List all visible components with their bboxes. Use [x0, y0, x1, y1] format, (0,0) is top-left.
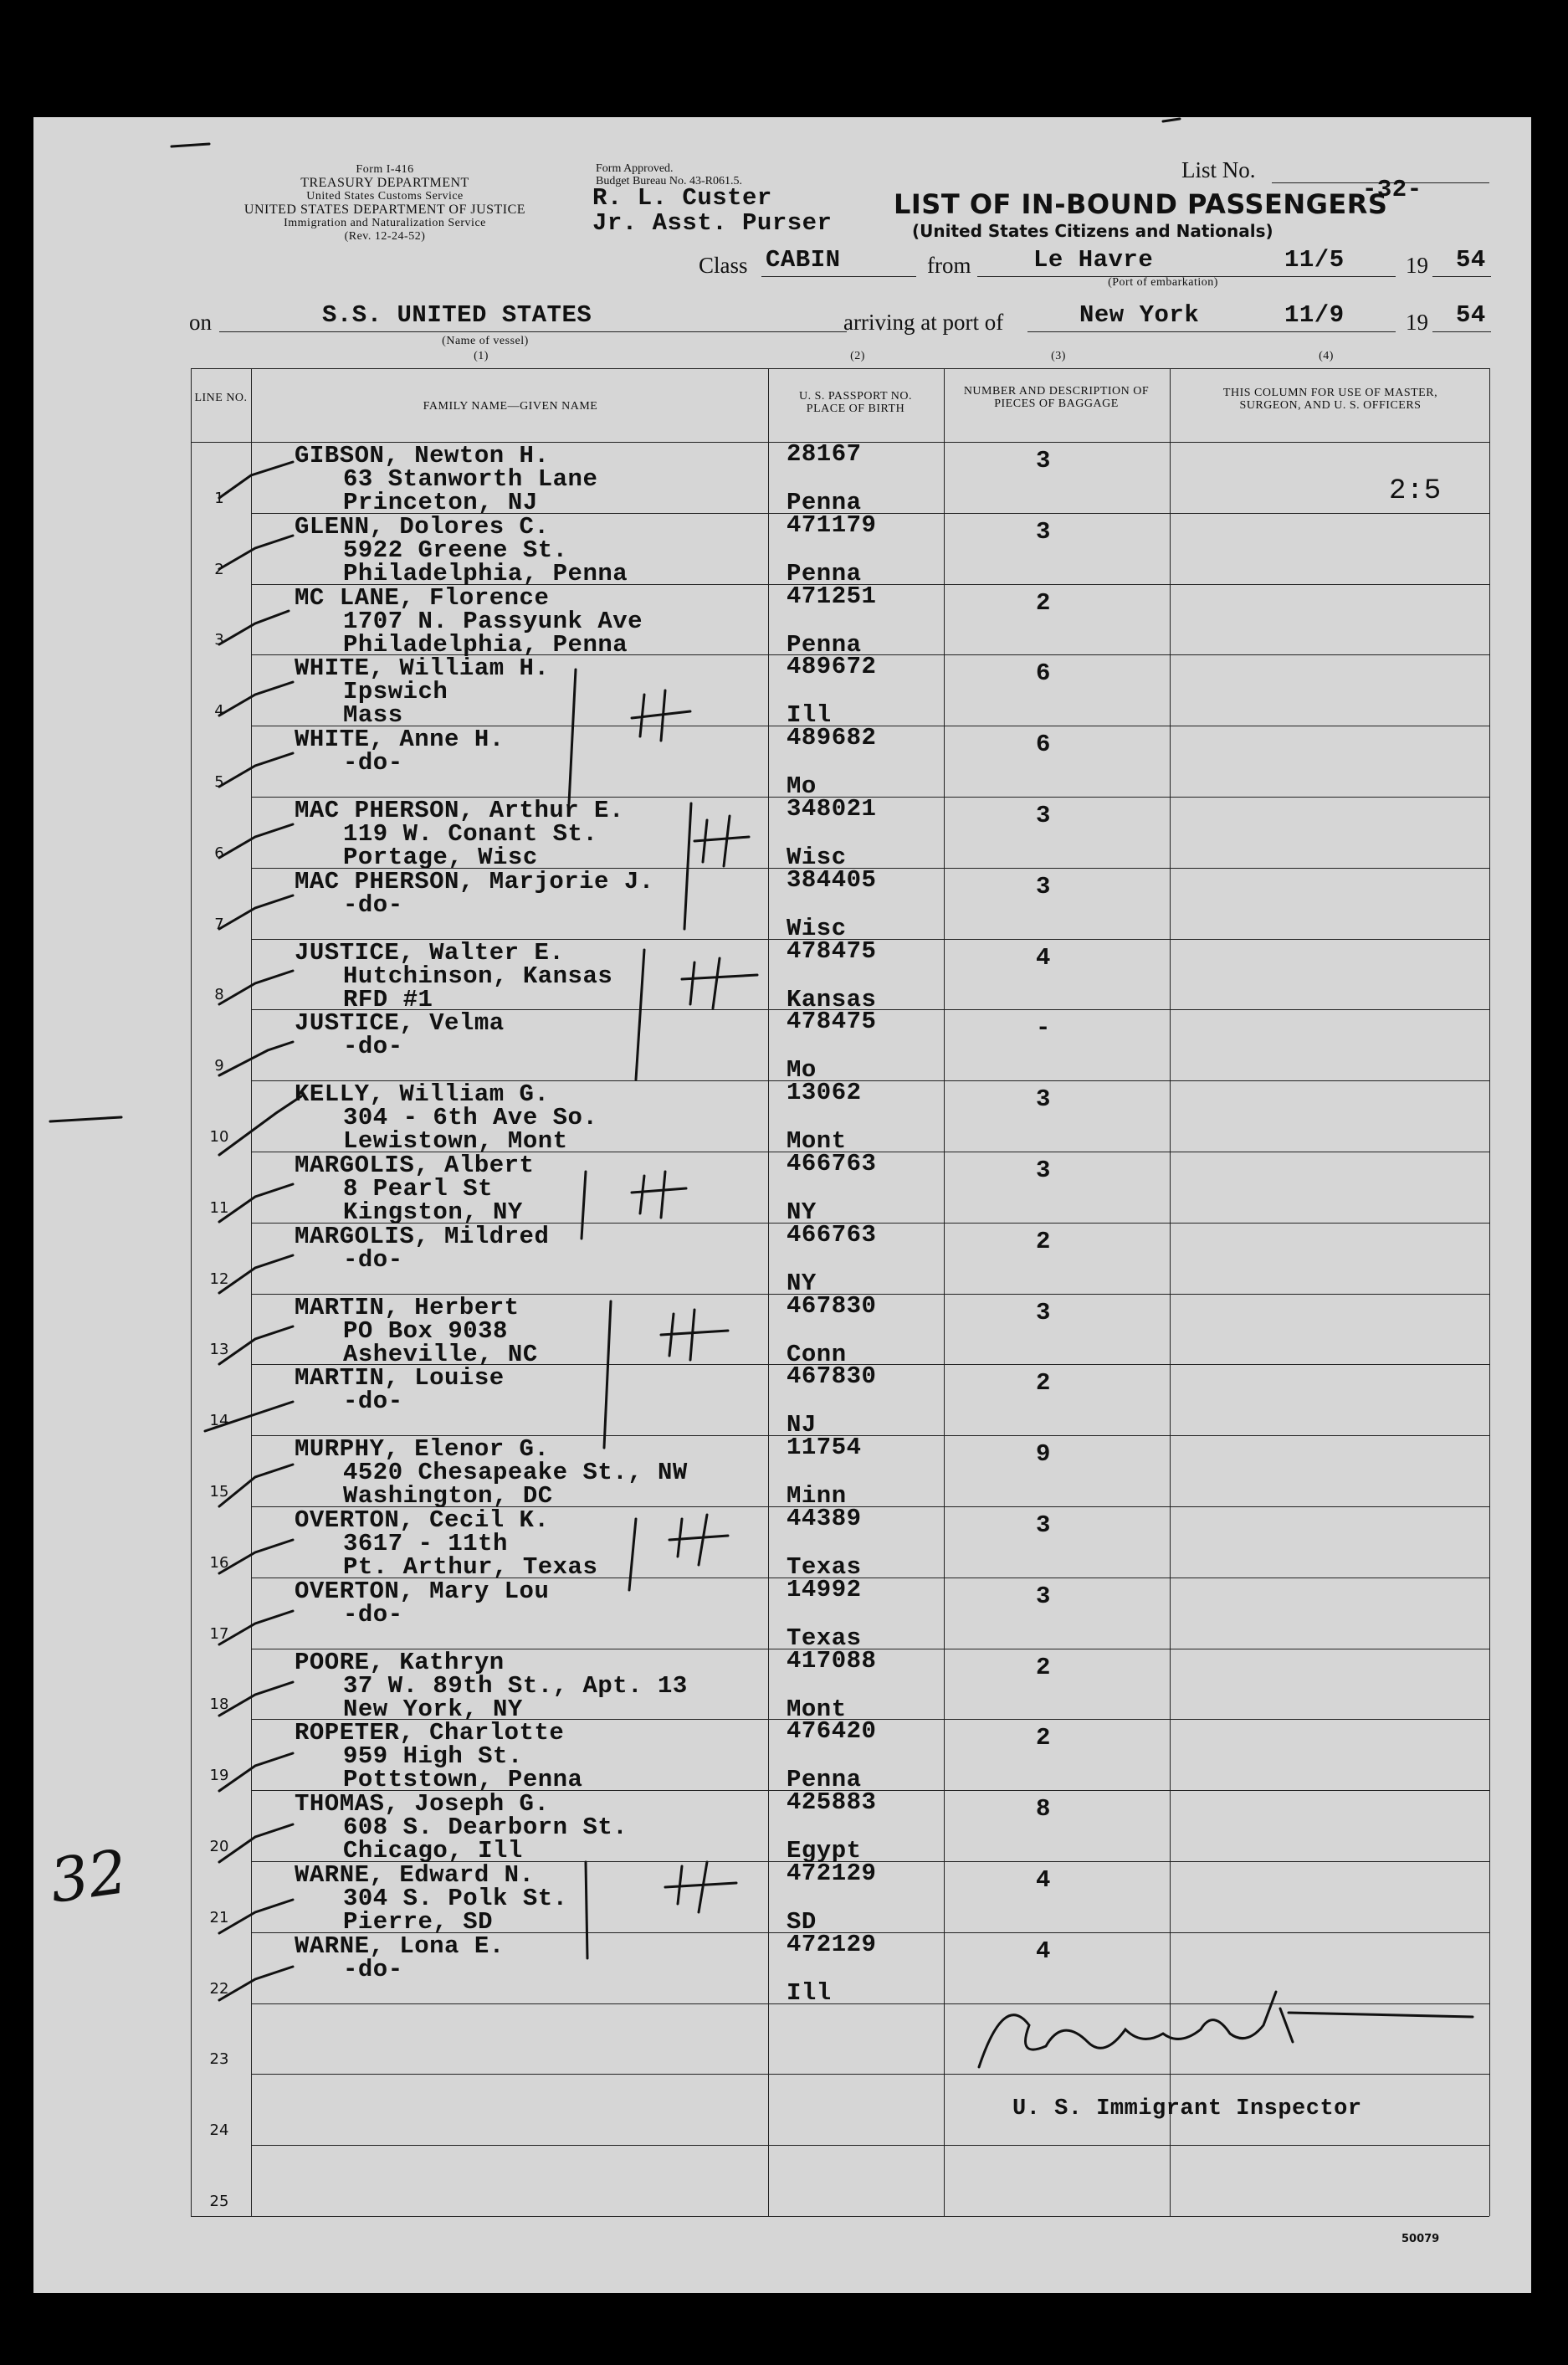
birth-place: Wisc — [787, 914, 847, 942]
line-number: 25 — [209, 2192, 229, 2210]
passenger-name: WHITE, William H. — [295, 654, 550, 683]
line-number: 2 — [214, 560, 224, 578]
line-number: 21 — [209, 1908, 229, 1926]
line-number: 20 — [209, 1837, 229, 1855]
birth-place: Mont — [787, 1695, 847, 1723]
page-subtitle: (United States Citizens and Nationals) — [912, 221, 1273, 241]
line-number: 12 — [209, 1270, 229, 1288]
passenger-address-1: 8 Pearl St — [343, 1175, 494, 1203]
year-value: 54 — [1456, 246, 1486, 274]
passenger-address-1: Ipswich — [343, 678, 448, 706]
baggage-count: 4 — [1036, 1866, 1051, 1894]
passenger-address-2: Philadelphia, Penna — [343, 630, 628, 659]
birth-place: Minn — [787, 1482, 847, 1511]
passenger-address-1: 119 W. Conant St. — [343, 820, 598, 848]
passport-number: 14992 — [787, 1575, 862, 1603]
col-header-passport: U. S. PASSPORT NO. PLACE OF BIRTH — [799, 390, 912, 415]
passenger-address-1: PO Box 9038 — [343, 1316, 508, 1345]
passport-number: 425883 — [787, 1788, 877, 1817]
line-number: 22 — [209, 1979, 229, 1998]
baggage-count: 3 — [1036, 802, 1051, 829]
line-number: 16 — [209, 1553, 229, 1572]
approval-block: Form Approved. Budget Bureau No. 43-R061.5. — [596, 162, 742, 187]
line-number: 13 — [209, 1341, 229, 1359]
passenger-address-1: 5922 Greene St. — [343, 536, 568, 564]
passenger-name: OVERTON, Cecil K. — [295, 1506, 550, 1534]
passport-number: 478475 — [787, 1008, 877, 1036]
passport-number: 489672 — [787, 653, 877, 681]
baggage-count: 4 — [1036, 943, 1051, 972]
line-number: 3 — [214, 631, 224, 649]
passenger-name: OVERTON, Mary Lou — [295, 1577, 550, 1605]
baggage-count: - — [1036, 1014, 1051, 1043]
page-title: LIST OF IN-BOUND PASSENGERS — [894, 188, 1388, 220]
birth-place: Kansas — [787, 985, 877, 1013]
col-header-name: FAMILY NAME—GIVEN NAME — [423, 400, 598, 413]
passenger-name: ROPETER, Charlotte — [295, 1719, 565, 1747]
passenger-name: GIBSON, Newton H. — [295, 442, 550, 469]
passport-number: 466763 — [787, 1150, 877, 1177]
passenger-address-1: -do- — [343, 1955, 403, 1983]
from-port: Le Havre — [1033, 246, 1154, 274]
passenger-address-2: Pt. Arthur, Texas — [343, 1553, 598, 1581]
passport-number: 478475 — [787, 936, 877, 965]
birth-place: Penna — [787, 1766, 862, 1794]
baggage-count: 3 — [1036, 517, 1051, 546]
baggage-count: 4 — [1036, 1937, 1051, 1965]
passenger-address-1: 959 High St. — [343, 1742, 523, 1771]
passenger-address-1: 608 S. Dearborn St. — [343, 1814, 628, 1842]
baggage-count: 2 — [1036, 588, 1051, 617]
passport-number: 13062 — [787, 1079, 862, 1107]
line-number: 24 — [209, 2121, 229, 2140]
manifest-page — [33, 117, 1531, 2293]
from-label: from — [927, 253, 971, 278]
birth-place: Wisc — [787, 844, 847, 871]
vessel-name: S.S. UNITED STATES — [322, 301, 592, 329]
passenger-address-1: 304 S. Polk St. — [343, 1885, 568, 1912]
birth-place: Ill — [787, 701, 832, 730]
birth-place: NJ — [787, 1411, 817, 1439]
inspector-label: U. S. Immigrant Inspector — [1012, 2096, 1362, 2121]
col-num-3: (3) — [1051, 350, 1066, 362]
birth-place: Texas — [787, 1624, 862, 1652]
baggage-count: 6 — [1036, 659, 1051, 688]
baggage-count: 6 — [1036, 731, 1051, 759]
passenger-address-1: 304 - 6th Ave So. — [343, 1104, 598, 1132]
passenger-name: MARTIN, Louise — [295, 1364, 505, 1393]
passenger-name: MAC PHERSON, Marjorie J. — [295, 867, 654, 895]
vessel-caption: (Name of vessel) — [442, 335, 529, 347]
line-number: 5 — [214, 772, 224, 791]
passenger-address-2: RFD #1 — [343, 985, 433, 1013]
passenger-name: THOMAS, Joseph G. — [295, 1790, 550, 1819]
birth-place: Conn — [787, 1340, 847, 1368]
baggage-count: 2 — [1036, 1227, 1051, 1255]
passport-number: 472129 — [787, 1930, 877, 1958]
line-number: 10 — [209, 1127, 229, 1146]
line-number: 15 — [209, 1482, 229, 1501]
birth-place: Mo — [787, 1056, 817, 1085]
birth-place: Mont — [787, 1127, 847, 1156]
passenger-address-2: New York, NY — [343, 1695, 523, 1723]
revision-date: (Rev. 12-24-52) — [344, 230, 426, 243]
passenger-address-2: Mass — [343, 701, 403, 730]
passenger-name: POORE, Kathryn — [295, 1648, 505, 1676]
officer-note: 2:5 — [1389, 475, 1442, 507]
purser-block: R. L. Custer Jr. Asst. Purser — [592, 184, 833, 237]
port-caption: (Port of embarkation) — [1108, 276, 1218, 289]
birth-place: SD — [787, 1908, 817, 1936]
passenger-name: WARNE, Edward N. — [295, 1861, 535, 1889]
baggage-count: 3 — [1036, 1582, 1051, 1610]
birth-place: Ill — [787, 1978, 832, 2007]
line-number: 18 — [209, 1696, 229, 1714]
passenger-address-1: -do- — [343, 1033, 403, 1061]
passport-number: 348021 — [787, 795, 877, 823]
baggage-count: 9 — [1036, 1440, 1051, 1469]
passenger-name: MARTIN, Herbert — [295, 1293, 520, 1321]
passenger-address-1: -do- — [343, 1245, 403, 1274]
passport-number: 384405 — [787, 865, 877, 894]
passport-number: 28167 — [787, 440, 862, 468]
passport-number: 466763 — [787, 1220, 877, 1249]
passport-number: 471251 — [787, 582, 877, 610]
birth-place: Penna — [787, 630, 862, 659]
passenger-name: JUSTICE, Walter E. — [295, 938, 565, 967]
birth-place: Texas — [787, 1553, 862, 1581]
year-prefix-2: 19 — [1406, 310, 1428, 335]
passport-number: 467830 — [787, 1291, 877, 1320]
baggage-count: 3 — [1036, 1085, 1051, 1114]
passenger-name: GLENN, Dolores C. — [295, 512, 550, 541]
col-header-officers: THIS COLUMN FOR USE OF MASTER, SURGEON, AND U. S. OFFICERS — [1222, 387, 1438, 412]
passenger-address-2: Chicago, Ill — [343, 1837, 523, 1865]
passenger-name: WHITE, Anne H. — [295, 726, 505, 754]
passenger-name: JUSTICE, Velma — [295, 1009, 505, 1038]
col-header-baggage: NUMBER AND DESCRIPTION OF PIECES OF BAGGAGE — [963, 385, 1150, 410]
line-number: 11 — [209, 1198, 229, 1217]
customs-service: United States Customs Service — [306, 190, 464, 203]
passenger-address-2: Asheville, NC — [343, 1340, 538, 1368]
ins-service: Immigration and Naturalization Service — [284, 217, 486, 229]
passenger-name: MAC PHERSON, Arthur E. — [295, 797, 624, 824]
arriving-date: 11/9 — [1284, 301, 1345, 329]
line-number: 9 — [214, 1057, 224, 1075]
passenger-address-1: -do- — [343, 749, 403, 777]
list-no-value: -32- — [1362, 176, 1422, 203]
baggage-count: 2 — [1036, 1369, 1051, 1398]
passenger-address-2: Portage, Wisc — [343, 844, 538, 871]
form-number: Form I-416 — [356, 163, 414, 176]
passenger-name: MC LANE, Florence — [295, 583, 550, 612]
passenger-name: MARGOLIS, Albert — [295, 1152, 535, 1179]
line-number: 7 — [214, 915, 224, 933]
birth-place: NY — [787, 1198, 817, 1226]
passport-number: 417088 — [787, 1646, 877, 1675]
passport-number: 44389 — [787, 1505, 862, 1532]
passenger-address-2: Pierre, SD — [343, 1908, 494, 1936]
line-number: 8 — [214, 986, 224, 1004]
passenger-address-1: -do- — [343, 1388, 403, 1416]
dept-justice: UNITED STATES DEPARTMENT OF JUSTICE — [243, 203, 526, 217]
baggage-count: 3 — [1036, 447, 1051, 475]
passenger-address-1: -do- — [343, 1600, 403, 1629]
col-num-4: (4) — [1319, 350, 1334, 362]
baggage-count: 3 — [1036, 1157, 1051, 1184]
passport-number: 489682 — [787, 724, 877, 752]
line-number: 19 — [209, 1767, 229, 1785]
form-code: 50079 — [1401, 2233, 1440, 2245]
baggage-count: 2 — [1036, 1653, 1051, 1681]
passenger-address-2: Pottstown, Penna — [343, 1766, 583, 1794]
dept-treasury: TREASURY DEPARTMENT — [300, 176, 469, 190]
passenger-address-1: 4520 Chesapeake St., NW — [343, 1459, 688, 1487]
passport-number: 476420 — [787, 1717, 877, 1746]
passenger-name: WARNE, Lona E. — [295, 1932, 505, 1960]
birth-place: Penna — [787, 559, 862, 587]
arriving-label: arriving at port of — [843, 310, 1004, 335]
passport-number: 467830 — [787, 1362, 877, 1391]
line-number: 14 — [209, 1412, 229, 1430]
passenger-address-1: 63 Stanworth Lane — [343, 465, 598, 493]
line-number: 4 — [214, 702, 224, 721]
passenger-address-2: Lewistown, Mont — [343, 1127, 568, 1156]
passenger-address-2: Washington, DC — [343, 1482, 553, 1511]
from-date: 11/5 — [1284, 246, 1345, 274]
baggage-count: 3 — [1036, 1511, 1051, 1539]
birth-place: Egypt — [787, 1837, 862, 1865]
passenger-address-1: -do- — [343, 890, 403, 919]
vessel-col-num: (1) — [474, 350, 489, 362]
passport-number: 472129 — [787, 1860, 877, 1887]
line-number: 6 — [214, 844, 224, 862]
passenger-name: MARGOLIS, Mildred — [295, 1222, 550, 1250]
birth-place: NY — [787, 1269, 817, 1297]
passenger-address-2: Kingston, NY — [343, 1198, 523, 1226]
baggage-count: 2 — [1036, 1724, 1051, 1752]
baggage-count: 8 — [1036, 1795, 1051, 1824]
passenger-name: KELLY, William G. — [295, 1080, 550, 1109]
line-number: 1 — [214, 489, 224, 507]
arriving-port: New York — [1079, 301, 1200, 329]
line-number: 23 — [209, 2050, 229, 2069]
year-prefix: 19 — [1406, 253, 1428, 278]
line-number: 17 — [209, 1624, 229, 1643]
birth-place: Mo — [787, 772, 817, 801]
passenger-address-1: Hutchinson, Kansas — [343, 962, 613, 990]
passenger-name: MURPHY, Elenor G. — [295, 1435, 550, 1464]
passenger-address-2: Philadelphia, Penna — [343, 559, 628, 587]
col-num-2: (2) — [850, 350, 865, 362]
form-issuer-block — [192, 163, 577, 244]
passenger-address-1: 1707 N. Passyunk Ave — [343, 607, 643, 635]
baggage-count: 3 — [1036, 1298, 1051, 1326]
on-label: on — [189, 310, 212, 335]
list-no-label: List No. — [1181, 157, 1256, 182]
class-value: CABIN — [766, 246, 841, 274]
passport-number: 11754 — [787, 1434, 862, 1462]
baggage-count: 3 — [1036, 872, 1051, 900]
margin-number: 32 — [45, 1836, 132, 1916]
passenger-address-2: Princeton, NJ — [343, 489, 538, 516]
year-value-2: 54 — [1456, 301, 1486, 329]
col-header-line-no: LINE NO. — [194, 392, 248, 404]
class-label: Class — [699, 253, 748, 278]
birth-place: Penna — [787, 489, 862, 516]
passenger-address-1: 3617 - 11th — [343, 1530, 508, 1557]
passport-number: 471179 — [787, 510, 877, 539]
passenger-address-1: 37 W. 89th St., Apt. 13 — [343, 1671, 688, 1700]
